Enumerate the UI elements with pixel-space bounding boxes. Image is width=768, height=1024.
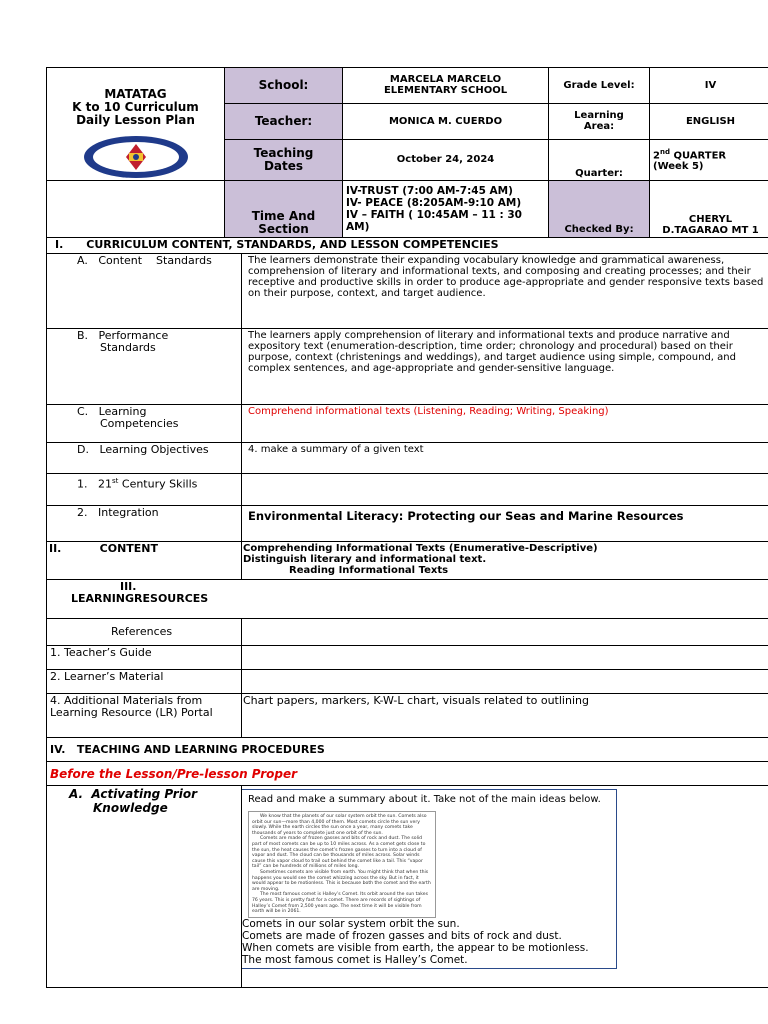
school-label: School: (225, 68, 343, 104)
century-skills-value (242, 474, 768, 506)
curriculum-line: MATATAG (104, 87, 167, 101)
school-value: MARCELA MARCELO ELEMENTARY SCHOOL (343, 68, 549, 104)
teachers-guide-label: 1. Teacher’s Guide (47, 646, 242, 670)
teaching-dates-value: October 24, 2024 (343, 139, 549, 181)
learning-competencies-label: C. Learning Competencies (47, 405, 242, 443)
quarter-label: Quarter: (549, 139, 650, 181)
section-1-title: I. CURRICULUM CONTENT, STANDARDS, AND LESSON COMPETENCIES (47, 238, 768, 254)
learning-area-value: ENGLISH (650, 103, 768, 139)
summary-item: Comets in our solar system orbit the sun. (242, 917, 460, 930)
header-spacer (47, 181, 225, 238)
summary-list (242, 918, 612, 966)
lesson-plan (46, 67, 768, 988)
additional-materials-text: Chart papers, markers, K-W-L chart, visuals related to outlining (242, 694, 768, 738)
summary-item: Comets are made of frozen gasses and bits of rock and dust. (242, 929, 562, 942)
section-2-label: II. CONTENT (47, 542, 242, 580)
teacher-value: MONICA M. CUERDO (343, 103, 549, 139)
section-3-label: III. LEARNINGRESOURCES (47, 580, 768, 619)
curriculum-line: K to 10 Curriculum (72, 100, 199, 114)
curriculum-line: Daily Lesson Plan (76, 113, 195, 127)
activating-prior-knowledge-label: A. Activating Prior Knowledge (47, 786, 242, 988)
teaching-dates-label: Teaching Dates (225, 139, 343, 181)
activating-prior-knowledge-content (242, 786, 768, 988)
reading-activity-box (241, 789, 617, 969)
checked-by-value: CHERYL D.TAGARAO MT 1 (650, 181, 768, 238)
time-section-value: IV-TRUST (7:00 AM-7:45 AM) IV- PEACE (8:205AM-9:10 AM) IV – FAITH ( 10:45AM – 11 : 30 AM) (343, 181, 549, 238)
integration-label: 2. Integration (47, 506, 242, 542)
learning-objectives-label: D. Learning Objectives (47, 443, 242, 474)
learning-area-label: Learning Area: (549, 103, 650, 139)
additional-materials-label: 4. Additional Materials from Learning Resource (LR) Portal (47, 694, 242, 738)
grade-level-label: Grade Level: (549, 68, 650, 104)
teachers-guide-value (242, 646, 768, 670)
lesson-plan-table (46, 67, 768, 988)
integration-text: Environmental Literacy: Protecting our Seas and Marine Resources (242, 506, 768, 542)
summary-item: When comets are visible from earth, the appear to be motionless. (242, 941, 589, 954)
references-label: References (47, 619, 242, 646)
performance-standards-label: B. Performance Standards (47, 329, 242, 405)
century-skills-label: 1. 21st Century Skills (47, 474, 242, 506)
learners-material-value (242, 670, 768, 694)
content-standards-label: A. Content Standards (47, 254, 242, 329)
section-2-content: Comprehending Informational Texts (Enumerative-Descriptive) Distinguish literary and informational text. Reading Informational Texts (242, 542, 768, 580)
deped-seal-logo (83, 135, 189, 179)
references-value (242, 619, 768, 646)
grade-level-value: IV (650, 68, 768, 104)
learning-competencies-text: Comprehend informational texts (Listening, Reading; Writing, Speaking) (242, 405, 768, 443)
learners-material-label: 2. Learner’s Material (47, 670, 242, 694)
curriculum-title-cell (47, 68, 225, 181)
quarter-value: 2nd QUARTER (Week 5) (650, 139, 768, 181)
section-4-title: IV. TEACHING AND LEARNING PROCEDURES (47, 738, 768, 762)
content-standards-text: The learners demonstrate their expanding vocabulary knowledge and grammatical awareness, comprehension of literary and informational texts, and composing and creating processes; and their receptive and productive skills in order to produce age-appropriate and gender responsive texts based on their purpose, context, and target audience. (242, 254, 768, 329)
performance-standards-text: The learners apply comprehension of literary and informational texts and produce narrative and expository text (enumeration-description, time order; chronology and procedural) based on their purpose, context (christenings and weddings), and target audience using simple, compound, and complex sentences, and age-appropriate and gender-sensitive language. (242, 329, 768, 405)
time-section-label: Time And Section (225, 181, 343, 238)
teacher-label: Teacher: (225, 103, 343, 139)
comet-passage-image: We know that the planets of our solar system orbit the sun. Comets also orbit our sun—more than 4,000 of them. Most comets circle the sun very slowly. While the earth circles the sun once a year, many comets take thousands of years to complete just one orbit of the sun. Comets are made of frozen gasses and bits of rock and dust. The solid part of most comets can be up to 10 miles across. As a comet gets close to the sun, the heat causes the comet’s frozen gasses to turn into a cloud of vapor and dust. The cloud can be thousands of miles across. Solar winds cause this vapor cloud to trail out behind the comet like a tail. This “vapor tail” can be hundreds of millions of miles long. Sometimes comets are visible from earth. You might think that when this happens you would see the comet whizzing across the sky. But in fact, it would appear to be motionless. This is because both the comet and the earth are moving. The most famous comet is Halley’s Comet. Its orbit around the sun takes 76 years. This is pretty fast for a comet. There are records of sightings of Halley’s Comet from 2,500 years ago. The next time it will be visible from earth will be in 2061. (248, 811, 436, 918)
before-lesson-heading: Before the Lesson/Pre-lesson Proper (47, 762, 768, 786)
summary-item: The most famous comet is Halley’s Comet. (242, 953, 468, 966)
learning-objectives-text: 4. make a summary of a given text (242, 443, 768, 474)
reading-instruction: Read and make a summary about it. Take not of the main ideas below. (248, 794, 601, 805)
checked-by-label: Checked By: (549, 181, 650, 238)
